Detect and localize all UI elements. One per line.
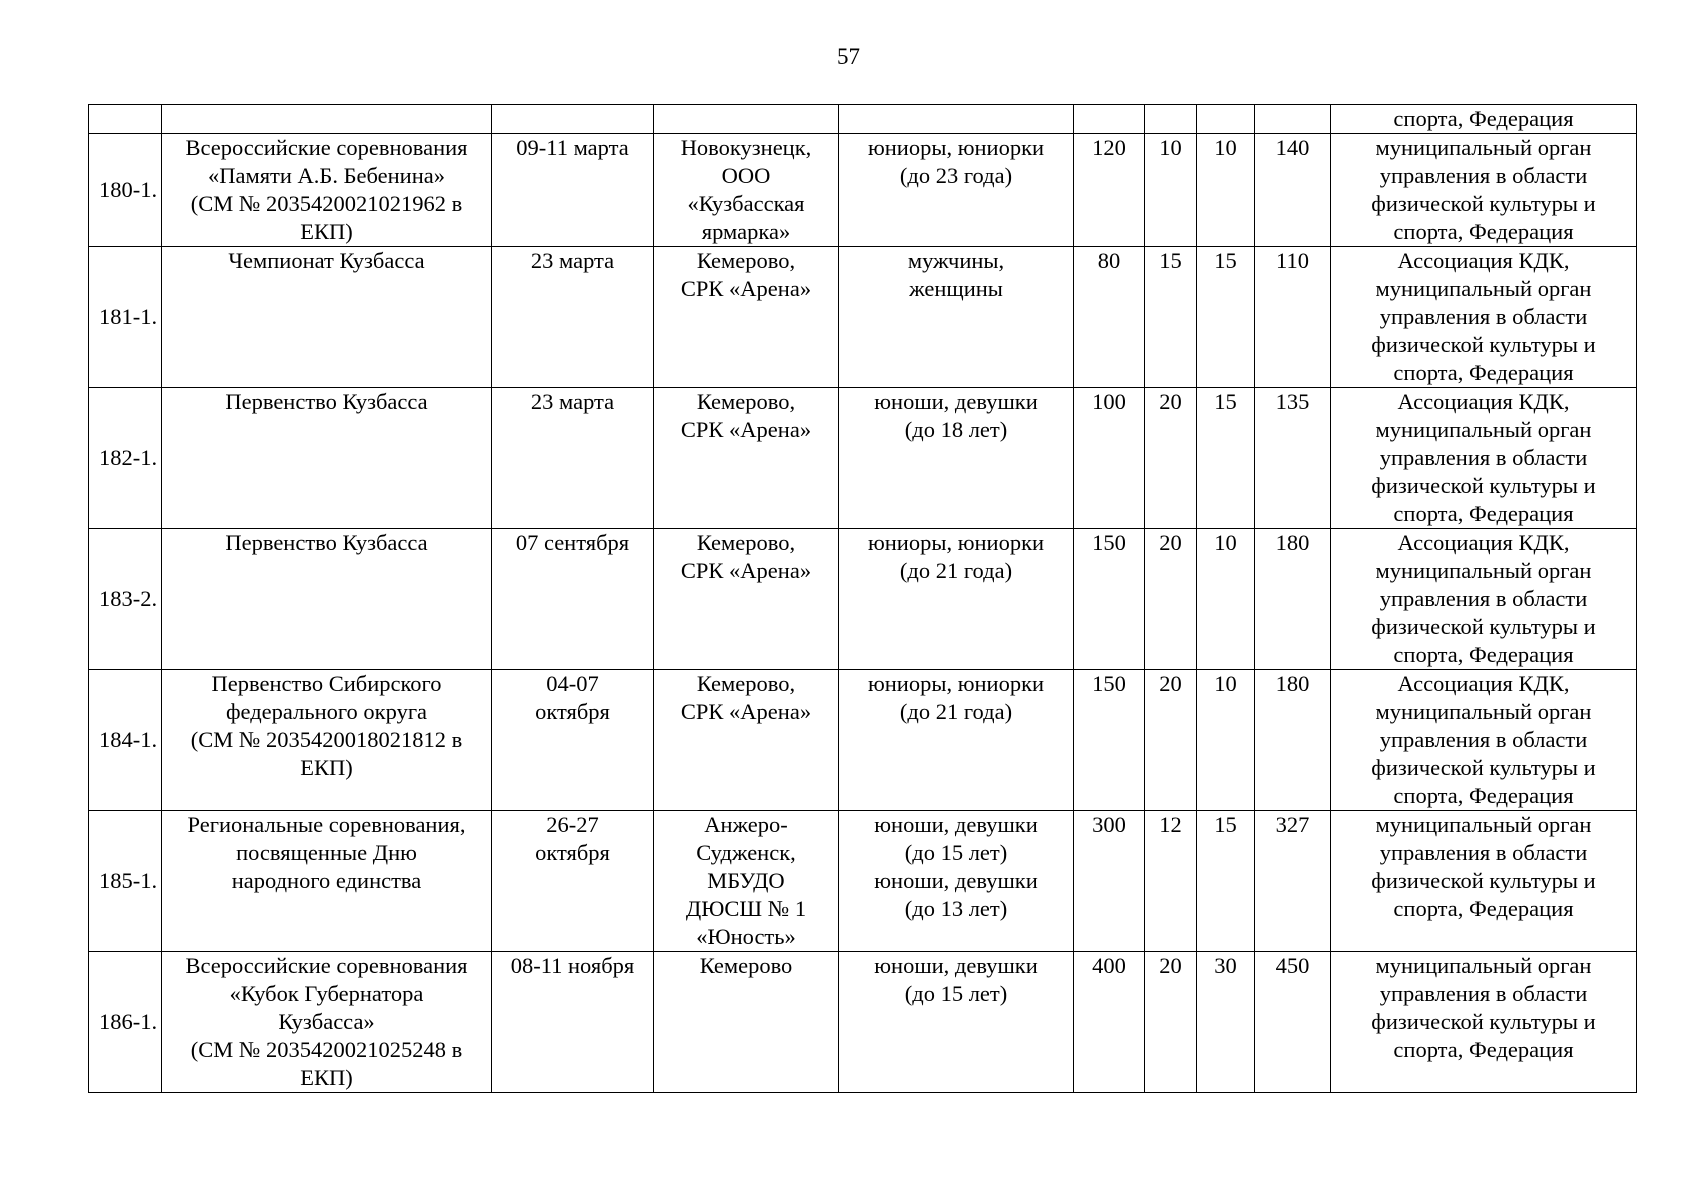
- cell-num: 186-1.: [89, 952, 162, 1093]
- cell-line: Первенство Кузбасса: [225, 389, 428, 414]
- cell-participants: [839, 134, 1074, 247]
- cell-place: [654, 670, 839, 811]
- cell-org: спорта, Федерация: [1331, 105, 1637, 134]
- cell-line: Кемерово,: [696, 530, 796, 555]
- cell-q1: 400: [1074, 952, 1145, 1093]
- table-row-continuation: [89, 105, 1637, 134]
- cell-line: Всероссийские соревнования: [185, 953, 468, 978]
- cell-line: физической культуры и: [1371, 755, 1596, 780]
- cell-line: физической культуры и: [1371, 473, 1596, 498]
- cell-date: [492, 105, 654, 134]
- cell-line: ДЮСШ № 1: [685, 896, 807, 921]
- table-row: [89, 952, 1637, 1093]
- cell-line: Новокузнецк,: [680, 135, 812, 160]
- cell-num: [89, 105, 162, 134]
- cell-line: 08-11 ноября: [510, 953, 635, 978]
- cell-q4: 450: [1255, 952, 1331, 1093]
- cell-line: посвященные Дню: [236, 840, 417, 865]
- cell-line: 04-07: [546, 671, 599, 696]
- cell-q1: 80: [1074, 247, 1145, 388]
- cell-line: Чемпионат Кузбасса: [228, 248, 425, 273]
- cell-q2: 10: [1145, 134, 1197, 247]
- events-table: [88, 104, 1637, 1093]
- cell-line: муниципальный орган: [1375, 699, 1592, 724]
- cell-line: Кемерово,: [696, 248, 796, 273]
- cell-line: юноши, девушки: [874, 812, 1038, 837]
- cell-participants: [839, 811, 1074, 952]
- cell-org: [1331, 670, 1637, 811]
- cell-name: [162, 670, 492, 811]
- cell-name: [162, 388, 492, 529]
- cell-q4: 180: [1255, 529, 1331, 670]
- cell-date: [492, 952, 654, 1093]
- cell-line: (СМ № 2035420021025248 в: [190, 1037, 463, 1062]
- cell-org: [1331, 529, 1637, 670]
- cell-line: юноши, девушки: [874, 953, 1038, 978]
- cell-line: Региональные соревнования,: [187, 812, 466, 837]
- cell-q2: 20: [1145, 952, 1197, 1093]
- cell-q1: 150: [1074, 529, 1145, 670]
- cell-q4: 140: [1255, 134, 1331, 247]
- table-row: [89, 388, 1637, 529]
- cell-q4: 327: [1255, 811, 1331, 952]
- cell-place: [654, 134, 839, 247]
- cell-line: 09-11 марта: [516, 135, 629, 160]
- cell-q1: 150: [1074, 670, 1145, 811]
- cell-line: муниципальный орган: [1375, 558, 1592, 583]
- cell-num: 180-1.: [89, 134, 162, 247]
- cell-line: управления в области: [1379, 727, 1588, 752]
- cell-q2: 15: [1145, 247, 1197, 388]
- cell-q3: [1197, 105, 1255, 134]
- cell-line: (до 21 года): [899, 699, 1013, 724]
- cell-line: управления в области: [1379, 304, 1588, 329]
- cell-line: мужчины,: [907, 248, 1005, 273]
- cell-line: Кемерово: [699, 953, 793, 978]
- cell-name: [162, 811, 492, 952]
- cell-q3: 15: [1197, 811, 1255, 952]
- cell-line: спорта, Федерация: [1393, 783, 1574, 808]
- cell-line: СРК «Арена»: [680, 417, 812, 442]
- cell-line: октября: [535, 699, 610, 724]
- cell-date: [492, 529, 654, 670]
- cell-num: 181-1.: [89, 247, 162, 388]
- cell-line: Кузбасса»: [278, 1009, 375, 1034]
- cell-line: муниципальный орган: [1375, 276, 1592, 301]
- cell-org: [1331, 247, 1637, 388]
- cell-line: 07 сентября: [515, 530, 630, 555]
- cell-place: [654, 388, 839, 529]
- cell-line: Кемерово,: [696, 671, 796, 696]
- cell-line: (до 15 лет): [904, 981, 1008, 1006]
- cell-org: [1331, 811, 1637, 952]
- table-row: [89, 134, 1637, 247]
- cell-line: СРК «Арена»: [680, 699, 812, 724]
- cell-date: [492, 247, 654, 388]
- cell-line: спорта, Федерация: [1393, 219, 1574, 244]
- cell-line: муниципальный орган: [1375, 135, 1592, 160]
- cell-line: (до 21 года): [899, 558, 1013, 583]
- cell-line: управления в области: [1379, 445, 1588, 470]
- cell-line: Первенство Сибирского: [211, 671, 442, 696]
- cell-line: (СМ № 2035420021021962 в: [190, 191, 463, 216]
- cell-place: [654, 811, 839, 952]
- cell-date: [492, 134, 654, 247]
- cell-line: федерального округа: [225, 699, 428, 724]
- table-row: [89, 529, 1637, 670]
- cell-line: (СМ № 2035420018021812 в: [190, 727, 463, 752]
- cell-place: [654, 952, 839, 1093]
- cell-q2: 20: [1145, 388, 1197, 529]
- cell-line: управления в области: [1379, 981, 1588, 1006]
- cell-q2: 20: [1145, 670, 1197, 811]
- cell-line: Кемерово,: [696, 389, 796, 414]
- cell-participants: [839, 670, 1074, 811]
- cell-line: ООО: [721, 163, 771, 188]
- cell-line: (до 18 лет): [904, 417, 1008, 442]
- cell-line: 23 марта: [530, 248, 615, 273]
- cell-q3: 10: [1197, 134, 1255, 247]
- cell-line: (до 13 лет): [904, 896, 1008, 921]
- cell-line: (до 15 лет): [904, 840, 1008, 865]
- cell-line: управления в области: [1379, 586, 1588, 611]
- cell-place: [654, 247, 839, 388]
- cell-line: управления в области: [1379, 840, 1588, 865]
- cell-line: Ассоциация КДК,: [1397, 248, 1570, 273]
- cell-name: [162, 134, 492, 247]
- cell-name: [162, 247, 492, 388]
- page-number: 57: [837, 44, 860, 69]
- cell-q4: 110: [1255, 247, 1331, 388]
- cell-org: [1331, 134, 1637, 247]
- cell-participants: [839, 529, 1074, 670]
- cell-line: ярмарка»: [701, 219, 791, 244]
- cell-line: 26-27: [546, 812, 599, 837]
- cell-line: Первенство Кузбасса: [225, 530, 428, 555]
- cell-q2: 12: [1145, 811, 1197, 952]
- cell-date: [492, 388, 654, 529]
- cell-line: физической культуры и: [1371, 868, 1596, 893]
- cell-line: спорта, Федерация: [1393, 896, 1574, 921]
- cell-line: Анжеро-: [704, 812, 788, 837]
- cell-line: управления в области: [1379, 163, 1588, 188]
- cell-line: юниоры, юниорки: [867, 530, 1045, 555]
- cell-line: спорта, Федерация: [1393, 501, 1574, 526]
- cell-participants: [839, 105, 1074, 134]
- cell-line: Судженск,: [696, 840, 796, 865]
- cell-line: Всероссийские соревнования: [185, 135, 468, 160]
- cell-line: юноши, девушки: [874, 389, 1038, 414]
- cell-q4: [1255, 105, 1331, 134]
- cell-line: МБУДО: [707, 868, 785, 893]
- cell-q2: [1145, 105, 1197, 134]
- table-row: [89, 670, 1637, 811]
- cell-line: «Юность»: [696, 924, 796, 949]
- cell-org: [1331, 388, 1637, 529]
- cell-line: физической культуры и: [1371, 332, 1596, 357]
- cell-org: [1331, 952, 1637, 1093]
- cell-line: «Памяти А.Б. Бебенина»: [207, 163, 446, 188]
- cell-line: «Кубок Губернатора: [229, 981, 424, 1006]
- cell-line: СРК «Арена»: [680, 558, 812, 583]
- cell-q1: 300: [1074, 811, 1145, 952]
- cell-line: юноши, девушки: [874, 868, 1038, 893]
- cell-name: [162, 105, 492, 134]
- cell-q3: 30: [1197, 952, 1255, 1093]
- cell-line: Ассоциация КДК,: [1397, 389, 1570, 414]
- cell-line: физической культуры и: [1371, 191, 1596, 216]
- cell-line: ЕКП): [300, 219, 353, 244]
- cell-q3: 10: [1197, 529, 1255, 670]
- cell-line: ЕКП): [300, 1065, 353, 1090]
- cell-num: 184-1.: [89, 670, 162, 811]
- cell-line: юниоры, юниорки: [867, 135, 1045, 160]
- cell-q4: 180: [1255, 670, 1331, 811]
- cell-line: Ассоциация КДК,: [1397, 530, 1570, 555]
- cell-q1: 120: [1074, 134, 1145, 247]
- cell-line: народного единства: [231, 868, 422, 893]
- cell-q1: 100: [1074, 388, 1145, 529]
- table-row: [89, 811, 1637, 952]
- cell-q2: 20: [1145, 529, 1197, 670]
- cell-line: женщины: [909, 276, 1003, 301]
- cell-q1: [1074, 105, 1145, 134]
- cell-q3: 15: [1197, 388, 1255, 529]
- cell-line: октября: [535, 840, 610, 865]
- cell-line: муниципальный орган: [1375, 953, 1592, 978]
- cell-line: физической культуры и: [1371, 614, 1596, 639]
- cell-name: [162, 529, 492, 670]
- cell-num: 183-2.: [89, 529, 162, 670]
- cell-q4: 135: [1255, 388, 1331, 529]
- cell-participants: [839, 388, 1074, 529]
- cell-date: [492, 811, 654, 952]
- cell-date: [492, 670, 654, 811]
- cell-participants: [839, 247, 1074, 388]
- cell-line: спорта, Федерация: [1393, 1037, 1574, 1062]
- cell-line: Ассоциация КДК,: [1397, 671, 1570, 696]
- cell-line: муниципальный орган: [1375, 417, 1592, 442]
- cell-participants: [839, 952, 1074, 1093]
- cell-q3: 15: [1197, 247, 1255, 388]
- cell-name: [162, 952, 492, 1093]
- cell-num: 185-1.: [89, 811, 162, 952]
- cell-line: спорта, Федерация: [1393, 360, 1574, 385]
- cell-line: СРК «Арена»: [680, 276, 812, 301]
- cell-line: 23 марта: [530, 389, 615, 414]
- cell-place: [654, 529, 839, 670]
- cell-line: спорта, Федерация: [1393, 642, 1574, 667]
- cell-line: муниципальный орган: [1375, 812, 1592, 837]
- cell-line: юниоры, юниорки: [867, 671, 1045, 696]
- cell-q3: 10: [1197, 670, 1255, 811]
- cell-place: [654, 105, 839, 134]
- cell-num: 182-1.: [89, 388, 162, 529]
- cell-line: физической культуры и: [1371, 1009, 1596, 1034]
- cell-line: (до 23 года): [899, 163, 1013, 188]
- cell-line: ЕКП): [300, 755, 353, 780]
- cell-line: «Кузбасская: [687, 191, 805, 216]
- table-row: [89, 247, 1637, 388]
